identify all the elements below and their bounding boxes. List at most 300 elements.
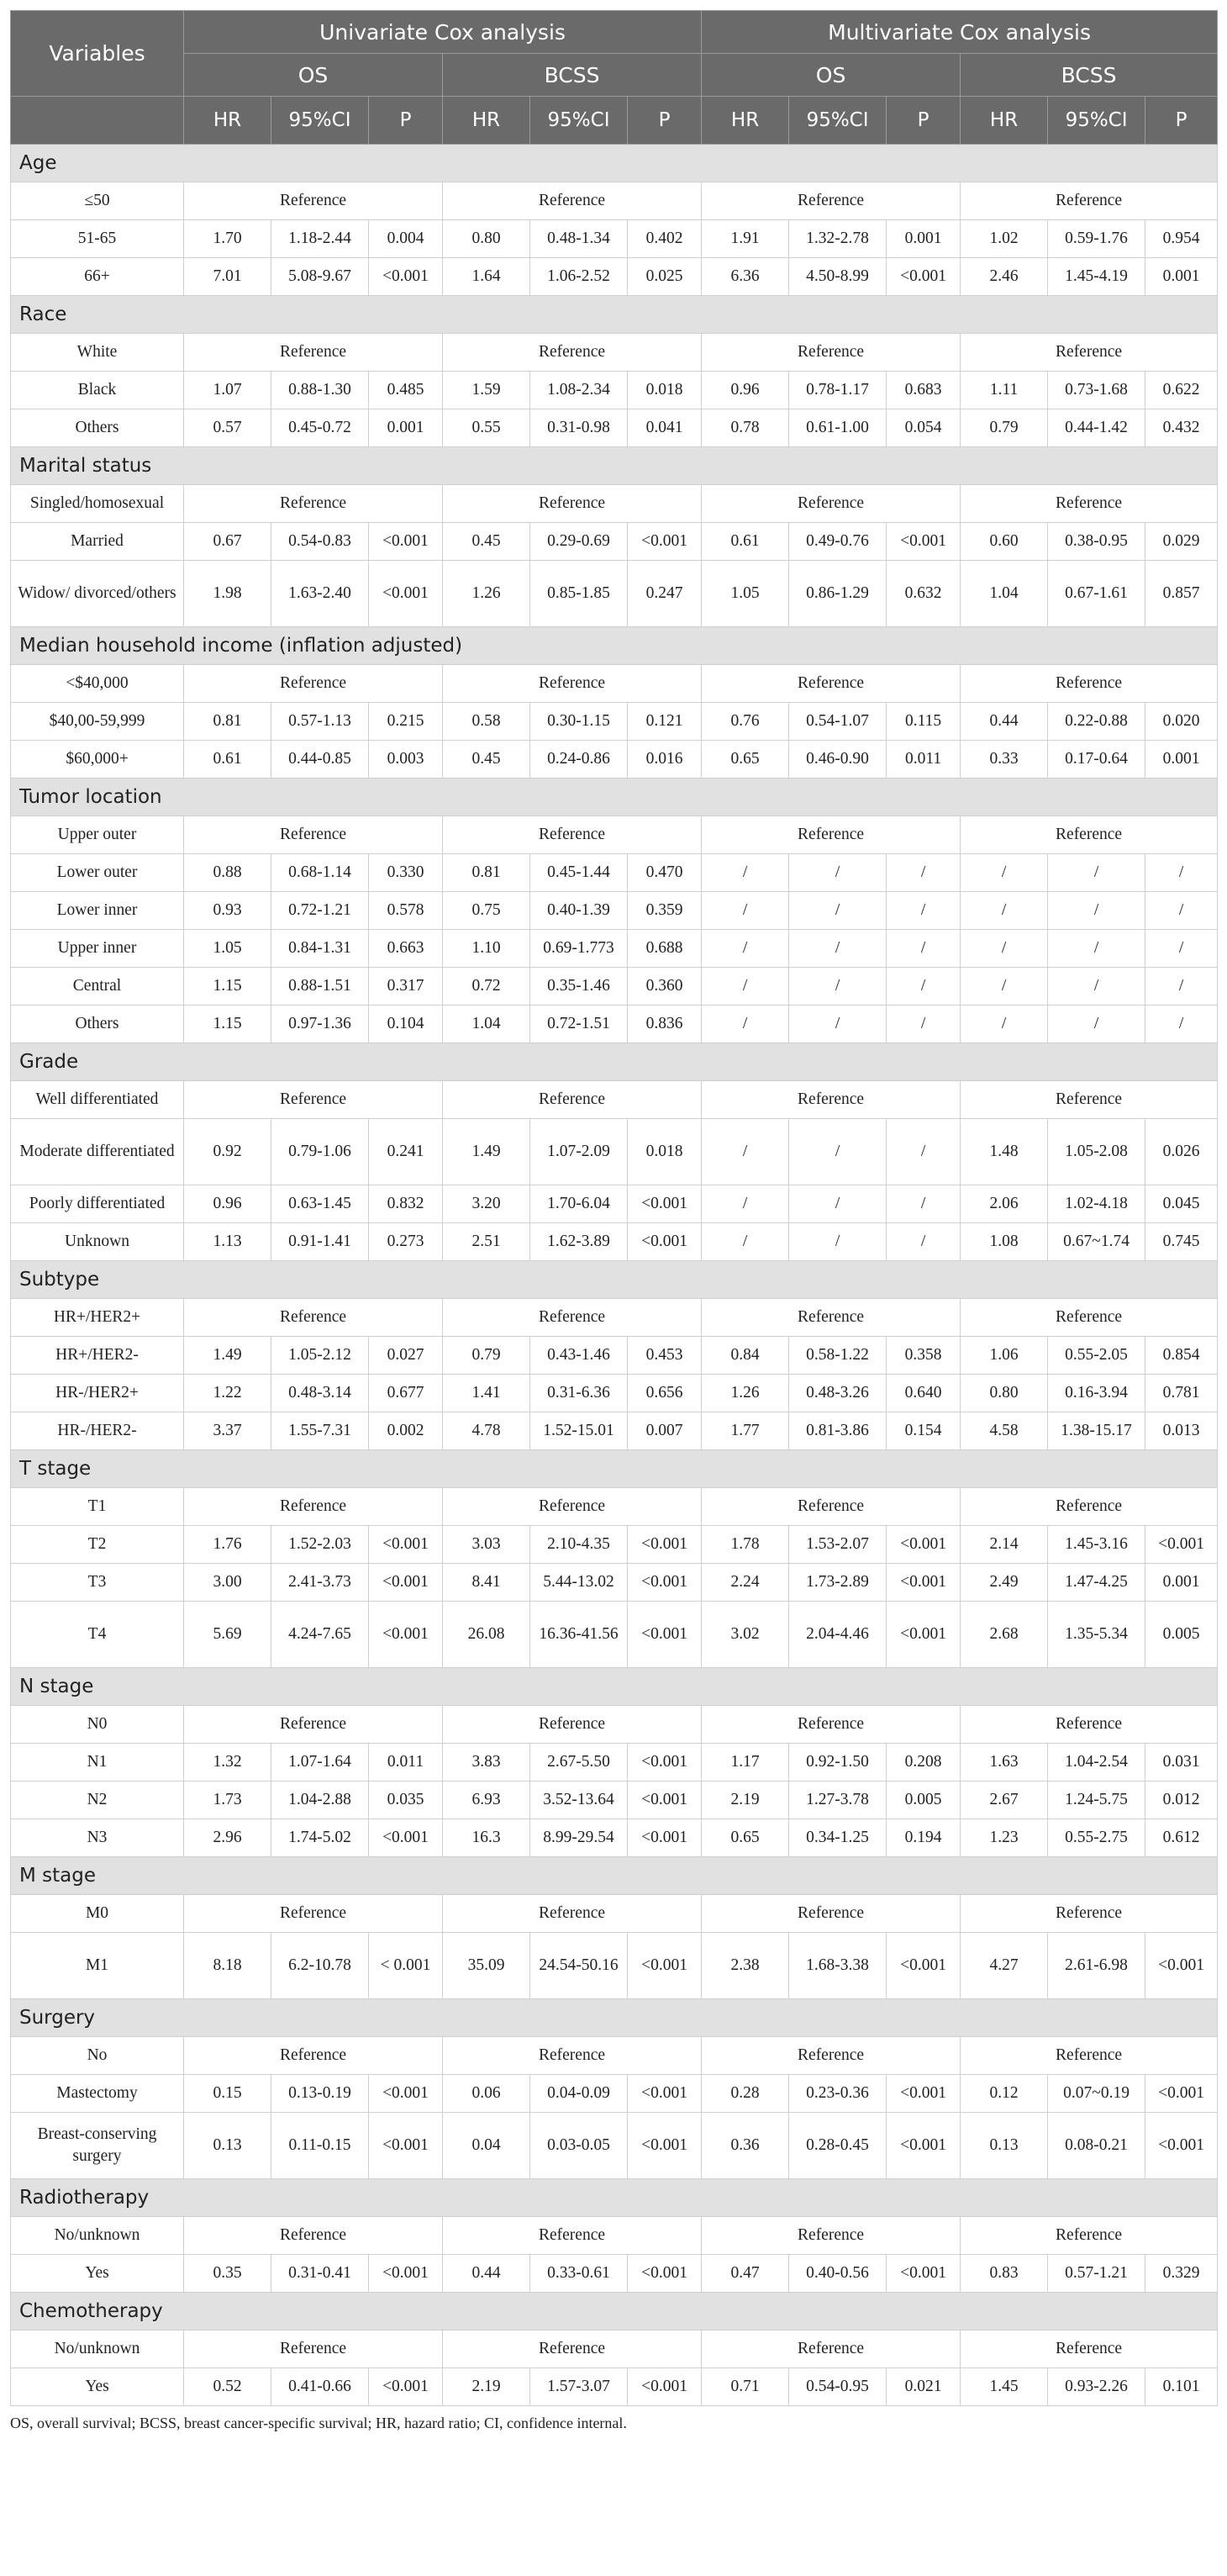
hr-cell: 3.03 bbox=[443, 1526, 530, 1564]
ci-cell: 0.88-1.51 bbox=[271, 968, 369, 1006]
ci-cell: 0.11-0.15 bbox=[271, 2113, 369, 2179]
reference-cell: Reference bbox=[702, 2037, 961, 2075]
ci-cell: 1.18-2.44 bbox=[271, 220, 369, 258]
hr-cell: 0.92 bbox=[184, 1119, 271, 1185]
hr-cell: 3.20 bbox=[443, 1185, 530, 1223]
ci-cell: 0.22-0.88 bbox=[1048, 703, 1145, 741]
table-row bbox=[11, 409, 1218, 447]
p-cell: 0.011 bbox=[369, 1744, 443, 1782]
ci-cell: 2.67-5.50 bbox=[530, 1744, 628, 1782]
table-row bbox=[11, 892, 1218, 930]
ci-cell: 1.62-3.89 bbox=[530, 1223, 628, 1261]
ci-cell: 0.93-2.26 bbox=[1048, 2368, 1145, 2406]
variable-label: 51-65 bbox=[11, 220, 184, 258]
hr-cell: 1.04 bbox=[443, 1006, 530, 1043]
table-row bbox=[11, 2217, 1218, 2255]
hr-cell: 1.02 bbox=[961, 220, 1048, 258]
hr-cell: 8.41 bbox=[443, 1564, 530, 1602]
section-row bbox=[11, 296, 1218, 334]
variable-label: Poorly differentiated bbox=[11, 1185, 184, 1223]
p-cell: <0.001 bbox=[369, 258, 443, 296]
hr-cell: 1.08 bbox=[961, 1223, 1048, 1261]
ci-cell: 0.03-0.05 bbox=[530, 2113, 628, 2179]
table-row bbox=[11, 1299, 1218, 1337]
variable-label: M0 bbox=[11, 1895, 184, 1933]
p-cell: 0.688 bbox=[628, 930, 702, 968]
p-cell: 0.273 bbox=[369, 1223, 443, 1261]
ci-cell: 0.23-0.36 bbox=[789, 2075, 887, 2113]
hr-cell: 0.75 bbox=[443, 892, 530, 930]
reference-cell: Reference bbox=[184, 1299, 443, 1337]
uni-bcss-header: BCSS bbox=[443, 54, 702, 97]
ci-cell: 0.72-1.21 bbox=[271, 892, 369, 930]
table-footnote: OS, overall survival; BCSS, breast cancer-specific survival; HR, hazard ratio; CI, confidence internal. bbox=[10, 2415, 627, 2431]
variable-label: Central bbox=[11, 968, 184, 1006]
p-cell: 0.101 bbox=[1145, 2368, 1218, 2406]
hr-cell: 0.52 bbox=[184, 2368, 271, 2406]
variable-label: Upper outer bbox=[11, 816, 184, 854]
p-cell: 0.215 bbox=[369, 703, 443, 741]
p-cell: 0.026 bbox=[1145, 1119, 1218, 1185]
variable-label: Yes bbox=[11, 2368, 184, 2406]
reference-cell: Reference bbox=[702, 1081, 961, 1119]
ci-cell: 1.32-2.78 bbox=[789, 220, 887, 258]
p-cell: <0.001 bbox=[628, 2255, 702, 2293]
ci-header: 95%CI bbox=[530, 97, 628, 145]
hr-cell: 1.73 bbox=[184, 1782, 271, 1819]
hr-cell: 1.06 bbox=[961, 1337, 1048, 1375]
p-cell: 0.663 bbox=[369, 930, 443, 968]
variable-label: T3 bbox=[11, 1564, 184, 1602]
ci-cell: 0.44-1.42 bbox=[1048, 409, 1145, 447]
reference-cell: Reference bbox=[961, 334, 1218, 372]
section-title: Age bbox=[11, 145, 1218, 182]
section-title: Chemotherapy bbox=[11, 2293, 1218, 2331]
table-row bbox=[11, 2368, 1218, 2406]
p-cell: <0.001 bbox=[628, 1819, 702, 1857]
ci-cell: 0.58-1.22 bbox=[789, 1337, 887, 1375]
uni-os-header: OS bbox=[184, 54, 443, 97]
hr-cell: 1.63 bbox=[961, 1744, 1048, 1782]
ci-cell: / bbox=[789, 854, 887, 892]
p-cell: <0.001 bbox=[369, 2113, 443, 2179]
variable-label: No bbox=[11, 2037, 184, 2075]
hr-cell: 0.58 bbox=[443, 703, 530, 741]
hr-cell: 1.26 bbox=[443, 561, 530, 627]
blank-header bbox=[11, 97, 184, 145]
ci-cell: 0.81-3.86 bbox=[789, 1412, 887, 1450]
variable-label: HR-/HER2- bbox=[11, 1412, 184, 1450]
ci-cell: 0.31-0.41 bbox=[271, 2255, 369, 2293]
variable-label: Singled/homosexual bbox=[11, 485, 184, 523]
hr-cell: 35.09 bbox=[443, 1933, 530, 1999]
hr-cell: 1.23 bbox=[961, 1819, 1048, 1857]
hr-cell: 2.96 bbox=[184, 1819, 271, 1857]
p-cell: <0.001 bbox=[628, 1526, 702, 1564]
hr-cell: 0.13 bbox=[961, 2113, 1048, 2179]
variable-label: T4 bbox=[11, 1602, 184, 1668]
ci-cell: 0.33-0.61 bbox=[530, 2255, 628, 2293]
ci-cell: / bbox=[1048, 854, 1145, 892]
ci-cell: 1.68-3.38 bbox=[789, 1933, 887, 1999]
reference-cell: Reference bbox=[961, 2037, 1218, 2075]
hr-cell: 0.81 bbox=[443, 854, 530, 892]
section-row bbox=[11, 1043, 1218, 1081]
multi-bcss-header: BCSS bbox=[961, 54, 1218, 97]
ci-cell: 1.57-3.07 bbox=[530, 2368, 628, 2406]
hr-cell: / bbox=[961, 892, 1048, 930]
reference-cell: Reference bbox=[184, 334, 443, 372]
p-cell: <0.001 bbox=[628, 2368, 702, 2406]
ci-cell: 0.07~0.19 bbox=[1048, 2075, 1145, 2113]
p-cell: / bbox=[887, 1223, 961, 1261]
hr-cell: 1.41 bbox=[443, 1375, 530, 1412]
p-cell: <0.001 bbox=[628, 1564, 702, 1602]
ci-cell: 0.61-1.00 bbox=[789, 409, 887, 447]
p-cell: <0.001 bbox=[887, 2075, 961, 2113]
p-cell: <0.001 bbox=[887, 1933, 961, 1999]
table-row bbox=[11, 703, 1218, 741]
hr-cell: 1.98 bbox=[184, 561, 271, 627]
hr-cell: 0.12 bbox=[961, 2075, 1048, 2113]
hr-cell: 3.83 bbox=[443, 1744, 530, 1782]
p-cell: <0.001 bbox=[628, 1933, 702, 1999]
hr-cell: / bbox=[702, 1006, 789, 1043]
reference-cell: Reference bbox=[961, 2331, 1218, 2368]
hr-cell: 16.3 bbox=[443, 1819, 530, 1857]
reference-cell: Reference bbox=[443, 2217, 702, 2255]
p-cell: <0.001 bbox=[369, 2368, 443, 2406]
p-cell: 0.001 bbox=[1145, 741, 1218, 779]
ci-cell: 6.2-10.78 bbox=[271, 1933, 369, 1999]
ci-cell: 2.41-3.73 bbox=[271, 1564, 369, 1602]
cox-analysis-table bbox=[10, 10, 1218, 2406]
ci-cell: 1.55-7.31 bbox=[271, 1412, 369, 1450]
variables-header: Variables bbox=[11, 11, 184, 97]
table-row bbox=[11, 854, 1218, 892]
hr-cell: 7.01 bbox=[184, 258, 271, 296]
ci-cell: 1.52-15.01 bbox=[530, 1412, 628, 1450]
multivariate-header: Multivariate Cox analysis bbox=[702, 11, 1218, 54]
p-cell: / bbox=[887, 854, 961, 892]
hr-cell: 0.78 bbox=[702, 409, 789, 447]
hr-cell: 2.51 bbox=[443, 1223, 530, 1261]
p-cell: 0.012 bbox=[1145, 1782, 1218, 1819]
p-cell: 0.018 bbox=[628, 1119, 702, 1185]
reference-cell: Reference bbox=[961, 1081, 1218, 1119]
p-cell: 0.041 bbox=[628, 409, 702, 447]
ci-cell: 1.24-5.75 bbox=[1048, 1782, 1145, 1819]
section-title: Tumor location bbox=[11, 779, 1218, 816]
hr-cell: 1.22 bbox=[184, 1375, 271, 1412]
p-cell: 0.632 bbox=[887, 561, 961, 627]
ci-cell: 1.52-2.03 bbox=[271, 1526, 369, 1564]
p-cell: <0.001 bbox=[1145, 2075, 1218, 2113]
hr-cell: / bbox=[702, 1185, 789, 1223]
ci-cell: / bbox=[789, 892, 887, 930]
reference-cell: Reference bbox=[184, 665, 443, 703]
hr-cell: 2.19 bbox=[443, 2368, 530, 2406]
variable-label: HR+/HER2+ bbox=[11, 1299, 184, 1337]
p-cell: / bbox=[887, 1006, 961, 1043]
p-cell: 0.432 bbox=[1145, 409, 1218, 447]
variable-label: T1 bbox=[11, 1488, 184, 1526]
ci-cell: 0.40-1.39 bbox=[530, 892, 628, 930]
table-row bbox=[11, 258, 1218, 296]
table-row bbox=[11, 1375, 1218, 1412]
hr-cell: 2.06 bbox=[961, 1185, 1048, 1223]
ci-cell: 1.04-2.54 bbox=[1048, 1744, 1145, 1782]
ci-cell: 0.78-1.17 bbox=[789, 372, 887, 409]
p-cell: / bbox=[1145, 968, 1218, 1006]
ci-cell: / bbox=[789, 1006, 887, 1043]
variable-label: T2 bbox=[11, 1526, 184, 1564]
variable-label: N3 bbox=[11, 1819, 184, 1857]
ci-cell: 0.16-3.94 bbox=[1048, 1375, 1145, 1412]
hr-cell: 0.83 bbox=[961, 2255, 1048, 2293]
ci-cell: 0.35-1.46 bbox=[530, 968, 628, 1006]
variable-label: Lower outer bbox=[11, 854, 184, 892]
hr-cell: 2.46 bbox=[961, 258, 1048, 296]
p-cell: 0.004 bbox=[369, 220, 443, 258]
variable-label: Lower inner bbox=[11, 892, 184, 930]
table-row bbox=[11, 1782, 1218, 1819]
p-cell: 0.115 bbox=[887, 703, 961, 741]
p-cell: 0.121 bbox=[628, 703, 702, 741]
table-row bbox=[11, 2075, 1218, 2113]
univariate-header: Univariate Cox analysis bbox=[184, 11, 702, 54]
p-cell: 0.001 bbox=[1145, 1564, 1218, 1602]
ci-cell: 0.30-1.15 bbox=[530, 703, 628, 741]
hr-header: HR bbox=[184, 97, 271, 145]
hr-cell: 2.19 bbox=[702, 1782, 789, 1819]
hr-cell: 0.65 bbox=[702, 1819, 789, 1857]
reference-cell: Reference bbox=[961, 1706, 1218, 1744]
reference-cell: Reference bbox=[702, 2217, 961, 2255]
ci-cell: 0.86-1.29 bbox=[789, 561, 887, 627]
ci-cell: 0.44-0.85 bbox=[271, 741, 369, 779]
hr-cell: / bbox=[702, 892, 789, 930]
ci-cell: 0.67-1.61 bbox=[1048, 561, 1145, 627]
variable-label: N2 bbox=[11, 1782, 184, 1819]
hr-cell: 1.45 bbox=[961, 2368, 1048, 2406]
p-header: P bbox=[369, 97, 443, 145]
hr-cell: 1.32 bbox=[184, 1744, 271, 1782]
ci-cell: 4.24-7.65 bbox=[271, 1602, 369, 1668]
hr-cell: 2.68 bbox=[961, 1602, 1048, 1668]
ci-cell: / bbox=[789, 1185, 887, 1223]
p-header: P bbox=[628, 97, 702, 145]
ci-cell: 0.31-6.36 bbox=[530, 1375, 628, 1412]
hr-cell: 8.18 bbox=[184, 1933, 271, 1999]
table-row bbox=[11, 1819, 1218, 1857]
hr-cell: 0.13 bbox=[184, 2113, 271, 2179]
table-row bbox=[11, 1223, 1218, 1261]
ci-cell: / bbox=[1048, 968, 1145, 1006]
hr-cell: 0.79 bbox=[443, 1337, 530, 1375]
p-cell: / bbox=[887, 892, 961, 930]
table-row bbox=[11, 816, 1218, 854]
reference-cell: Reference bbox=[961, 1895, 1218, 1933]
ci-cell: 5.08-9.67 bbox=[271, 258, 369, 296]
reference-cell: Reference bbox=[443, 816, 702, 854]
p-cell: <0.001 bbox=[628, 523, 702, 561]
ci-cell: 0.45-1.44 bbox=[530, 854, 628, 892]
reference-cell: Reference bbox=[443, 1299, 702, 1337]
ci-header: 95%CI bbox=[789, 97, 887, 145]
hr-cell: 1.13 bbox=[184, 1223, 271, 1261]
table-row bbox=[11, 1185, 1218, 1223]
p-cell: <0.001 bbox=[628, 1744, 702, 1782]
p-cell: <0.001 bbox=[369, 523, 443, 561]
reference-cell: Reference bbox=[443, 1488, 702, 1526]
ci-cell: 0.34-1.25 bbox=[789, 1819, 887, 1857]
table-row bbox=[11, 1933, 1218, 1999]
reference-cell: Reference bbox=[702, 2331, 961, 2368]
p-cell: <0.001 bbox=[628, 1223, 702, 1261]
reference-cell: Reference bbox=[443, 1895, 702, 1933]
table-row bbox=[11, 2255, 1218, 2293]
p-cell: 0.005 bbox=[887, 1782, 961, 1819]
p-header: P bbox=[1145, 97, 1218, 145]
table-row bbox=[11, 930, 1218, 968]
variable-label: Others bbox=[11, 409, 184, 447]
ci-cell: 4.50-8.99 bbox=[789, 258, 887, 296]
section-row bbox=[11, 627, 1218, 665]
p-cell: <0.001 bbox=[369, 1602, 443, 1668]
p-cell: 0.194 bbox=[887, 1819, 961, 1857]
p-cell: 0.622 bbox=[1145, 372, 1218, 409]
ci-cell: / bbox=[1048, 930, 1145, 968]
p-cell: 0.003 bbox=[369, 741, 443, 779]
hr-cell: 0.84 bbox=[702, 1337, 789, 1375]
variable-label: 66+ bbox=[11, 258, 184, 296]
variable-label: No/unknown bbox=[11, 2331, 184, 2368]
hr-cell: 0.72 bbox=[443, 968, 530, 1006]
hr-cell: 0.88 bbox=[184, 854, 271, 892]
reference-cell: Reference bbox=[702, 1706, 961, 1744]
table-row bbox=[11, 1119, 1218, 1185]
ci-cell: 1.07-2.09 bbox=[530, 1119, 628, 1185]
p-cell: <0.001 bbox=[369, 2075, 443, 2113]
p-cell: / bbox=[887, 1119, 961, 1185]
ci-cell: 2.04-4.46 bbox=[789, 1602, 887, 1668]
reference-cell: Reference bbox=[702, 816, 961, 854]
reference-cell: Reference bbox=[961, 2217, 1218, 2255]
reference-cell: Reference bbox=[443, 485, 702, 523]
reference-cell: Reference bbox=[443, 1081, 702, 1119]
p-cell: 0.359 bbox=[628, 892, 702, 930]
p-cell: 0.470 bbox=[628, 854, 702, 892]
p-cell: <0.001 bbox=[628, 1185, 702, 1223]
ci-cell: 0.04-0.09 bbox=[530, 2075, 628, 2113]
reference-cell: Reference bbox=[184, 816, 443, 854]
ci-cell: 24.54-50.16 bbox=[530, 1933, 628, 1999]
hr-cell: / bbox=[702, 854, 789, 892]
p-cell: 0.154 bbox=[887, 1412, 961, 1450]
p-cell: 0.031 bbox=[1145, 1744, 1218, 1782]
hr-cell: 1.49 bbox=[443, 1119, 530, 1185]
p-cell: 0.045 bbox=[1145, 1185, 1218, 1223]
ci-cell: 0.67~1.74 bbox=[1048, 1223, 1145, 1261]
hr-cell: 6.36 bbox=[702, 258, 789, 296]
table-row bbox=[11, 2113, 1218, 2179]
p-cell: 0.020 bbox=[1145, 703, 1218, 741]
variable-label: N0 bbox=[11, 1706, 184, 1744]
ci-cell: 0.68-1.14 bbox=[271, 854, 369, 892]
p-cell: 0.836 bbox=[628, 1006, 702, 1043]
variable-label: Well differentiated bbox=[11, 1081, 184, 1119]
p-cell: 0.677 bbox=[369, 1375, 443, 1412]
hr-cell: 0.28 bbox=[702, 2075, 789, 2113]
hr-cell: 0.06 bbox=[443, 2075, 530, 2113]
ci-cell: 1.73-2.89 bbox=[789, 1564, 887, 1602]
reference-cell: Reference bbox=[702, 1299, 961, 1337]
p-cell: 0.241 bbox=[369, 1119, 443, 1185]
reference-cell: Reference bbox=[184, 1706, 443, 1744]
variable-label: Widow/ divorced/others bbox=[11, 561, 184, 627]
hr-cell: 0.65 bbox=[702, 741, 789, 779]
table-row bbox=[11, 1412, 1218, 1450]
ci-cell: 0.38-0.95 bbox=[1048, 523, 1145, 561]
section-title: Subtype bbox=[11, 1261, 1218, 1299]
ci-cell: / bbox=[789, 968, 887, 1006]
variable-label: ≤50 bbox=[11, 182, 184, 220]
variable-label: Black bbox=[11, 372, 184, 409]
ci-cell: 1.63-2.40 bbox=[271, 561, 369, 627]
table-row bbox=[11, 220, 1218, 258]
ci-cell: 0.40-0.56 bbox=[789, 2255, 887, 2293]
hr-cell: 0.76 bbox=[702, 703, 789, 741]
section-title: Surgery bbox=[11, 1999, 1218, 2037]
ci-cell: / bbox=[789, 1119, 887, 1185]
p-cell: 0.013 bbox=[1145, 1412, 1218, 1450]
table-row bbox=[11, 741, 1218, 779]
section-title: N stage bbox=[11, 1668, 1218, 1706]
variable-label: Others bbox=[11, 1006, 184, 1043]
ci-cell: 0.55-2.75 bbox=[1048, 1819, 1145, 1857]
table-row bbox=[11, 2331, 1218, 2368]
ci-cell: 1.05-2.12 bbox=[271, 1337, 369, 1375]
reference-cell: Reference bbox=[961, 665, 1218, 703]
ci-cell: 0.57-1.13 bbox=[271, 703, 369, 741]
p-cell: 0.402 bbox=[628, 220, 702, 258]
p-cell: / bbox=[1145, 854, 1218, 892]
p-cell: 0.208 bbox=[887, 1744, 961, 1782]
hr-cell: 1.77 bbox=[702, 1412, 789, 1450]
ci-cell: 1.35-5.34 bbox=[1048, 1602, 1145, 1668]
p-cell: 0.954 bbox=[1145, 220, 1218, 258]
p-cell: <0.001 bbox=[628, 2113, 702, 2179]
table-row bbox=[11, 2037, 1218, 2075]
p-cell: <0.001 bbox=[887, 1526, 961, 1564]
ci-cell: 2.10-4.35 bbox=[530, 1526, 628, 1564]
reference-cell: Reference bbox=[184, 2037, 443, 2075]
reference-cell: Reference bbox=[702, 182, 961, 220]
reference-cell: Reference bbox=[184, 1895, 443, 1933]
ci-cell: 0.59-1.76 bbox=[1048, 220, 1145, 258]
ci-cell: 0.13-0.19 bbox=[271, 2075, 369, 2113]
hr-cell: 0.79 bbox=[961, 409, 1048, 447]
p-cell: 0.745 bbox=[1145, 1223, 1218, 1261]
variable-label: <$40,000 bbox=[11, 665, 184, 703]
variable-label: Married bbox=[11, 523, 184, 561]
table-row bbox=[11, 1526, 1218, 1564]
ci-cell: 1.27-3.78 bbox=[789, 1782, 887, 1819]
reference-cell: Reference bbox=[961, 182, 1218, 220]
p-cell: <0.001 bbox=[369, 1526, 443, 1564]
ci-cell: 1.04-2.88 bbox=[271, 1782, 369, 1819]
